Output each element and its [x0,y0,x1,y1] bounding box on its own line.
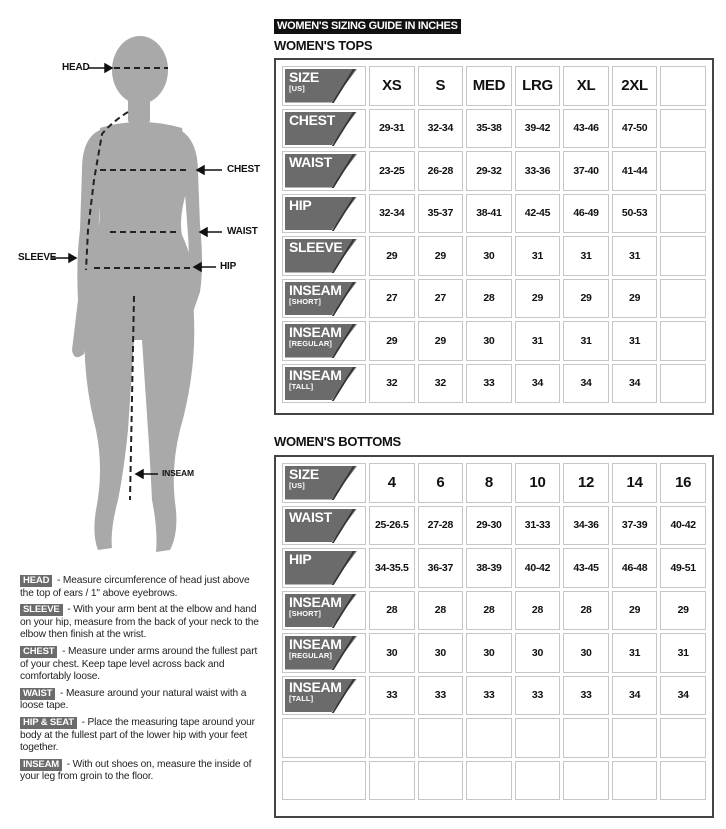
table-cell: 34 [612,676,658,716]
table-cell: 29-32 [466,151,512,191]
table-cell: 40-42 [515,548,561,588]
table-cell: 38-39 [466,548,512,588]
empty-cell [612,761,658,801]
table-cell: 33 [466,364,512,404]
table-cell: 30 [563,633,609,673]
table-cell: 37-39 [612,506,658,546]
table-cell: 33 [369,676,415,716]
tops-3-row-header [282,236,366,276]
table-cell: 32 [369,364,415,404]
table-cell: 34-36 [563,506,609,546]
table-cell: 46-49 [563,194,609,234]
table-cell: 30 [466,321,512,361]
empty-cell [369,761,415,801]
table-cell: 36-37 [418,548,464,588]
table-cell: 37-40 [563,151,609,191]
empty-cell [660,321,706,361]
empty-cell [660,761,706,801]
figure-label-hip: HIP [220,261,237,272]
table-cell: 29 [418,236,464,276]
header-text [289,70,319,93]
table-cell: 32-34 [418,109,464,149]
empty-cell [515,761,561,801]
header-text [289,552,311,566]
table-cell: 29 [612,591,658,631]
table-cell: 34 [515,364,561,404]
empty-cell [466,718,512,758]
table-cell: 29-30 [466,506,512,546]
table-cell: 34 [612,364,658,404]
empty-cell [515,718,561,758]
table-cell: 29 [418,321,464,361]
table-cell: 41-44 [612,151,658,191]
empty-cell [369,718,415,758]
table-cell: 30 [369,633,415,673]
legend-tag: WAIST [20,688,55,700]
table-cell: 46-48 [612,548,658,588]
bottoms-size-4: 12 [563,463,609,503]
tops-size-2: MED [466,66,512,106]
table-cell: 29 [369,321,415,361]
legend-tag: INSEAM [20,759,62,771]
table-cell: 32-34 [369,194,415,234]
table-cell: 27-28 [418,506,464,546]
table-cell: 34 [660,676,706,716]
bottoms-size-3: 10 [515,463,561,503]
figure-label-head: HEAD [62,62,90,73]
bottoms-title: WOMEN'S BOTTOMS [274,434,401,449]
header-text [289,637,342,660]
table-cell: 28 [369,591,415,631]
empty-cell [660,718,706,758]
bottoms-size-2: 8 [466,463,512,503]
legend-item [20,717,260,755]
empty-cell [418,718,464,758]
tops-size-chart [274,58,714,415]
tops-1-row-header [282,151,366,191]
header-text [289,240,342,254]
legend-tag: HEAD [20,575,52,587]
bottoms-size-0: 4 [369,463,415,503]
row-label: INSEAM [289,593,342,610]
table-cell: 47-50 [612,109,658,149]
row-label: HIP [289,551,312,567]
header-text [289,368,342,391]
bottoms-size-6: 16 [660,463,706,503]
table-cell: 31 [563,236,609,276]
table-cell: 33 [418,676,464,716]
table-cell: 29 [612,279,658,319]
table-cell: 38-41 [466,194,512,234]
table-cell: 33 [563,676,609,716]
row-label: SIZE [289,466,319,482]
bottoms-size-chart [274,455,714,818]
table-cell: 35-37 [418,194,464,234]
empty-cell [466,761,512,801]
legend-text: - Place the measuring tape around your body at the fullest part of the lower hip with your feet together. [20,716,255,754]
empty-cell [612,718,658,758]
header-text [289,283,342,306]
bottoms-grid [282,463,706,800]
table-cell: 31 [612,633,658,673]
empty-cell [660,236,706,276]
header-text [289,113,335,127]
empty-cell [660,279,706,319]
bottoms-2-row-header [282,591,366,631]
table-cell: 28 [418,591,464,631]
figure-label-inseam: INSEAM [162,468,194,478]
legend-text: - Measure around your natural waist with a loose tape. [20,687,247,712]
table-cell: 30 [515,633,561,673]
table-cell: 26-28 [418,151,464,191]
row-label: SIZE [289,69,319,85]
legend-item [20,575,260,600]
table-cell: 39-42 [515,109,561,149]
table-cell: 23-25 [369,151,415,191]
row-label: INSEAM [289,281,342,298]
table-cell: 28 [466,279,512,319]
row-sublabel: [US] [289,481,305,490]
table-cell: 34-35.5 [369,548,415,588]
row-sublabel: [REGULAR] [289,651,332,660]
table-cell: 29 [515,279,561,319]
tops-size-0: XS [369,66,415,106]
empty-cell [660,364,706,404]
tops-5-row-header [282,321,366,361]
table-cell: 29 [563,279,609,319]
legend-text: - With out shoes on, measure the inside of your leg from groin to the floor. [20,758,252,783]
figure-label-waist: WAIST [227,226,258,237]
table-cell: 32 [418,364,464,404]
tops-6-row-header [282,364,366,404]
table-cell: 31 [660,633,706,673]
empty-cell [660,66,706,106]
empty-cell [660,194,706,234]
header-text [289,198,311,212]
silhouette-illustration [0,30,270,560]
row-sublabel: [TALL] [289,693,314,703]
row-label: INSEAM [289,324,342,340]
header-text [289,325,342,348]
bottoms-3-row-header [282,633,366,673]
row-label: WAIST [289,508,332,525]
empty-cell [660,109,706,149]
tops-size-1: S [418,66,464,106]
legend-text: - Measure circumference of head just above the top of ears / 1" above eyebrows. [20,575,250,599]
table-cell: 29 [369,236,415,276]
row-label: INSEAM [289,366,342,383]
legend-item [20,604,260,642]
empty-cell [418,761,464,801]
tops-2-row-header [282,194,366,234]
bottoms-4-row-header [282,676,366,716]
header-text [289,595,342,618]
bottoms-0-row-header [282,506,366,546]
tops-grid [282,66,706,403]
legend-tag: SLEEVE [20,604,63,616]
legend-tag: CHEST [20,646,57,658]
row-sublabel: [SHORT] [289,608,321,618]
empty-row-header [282,718,366,758]
table-cell: 28 [515,591,561,631]
table-cell: 25-26.5 [369,506,415,546]
tops-size-row-header [282,66,366,106]
table-cell: 33 [466,676,512,716]
empty-cell [563,718,609,758]
row-label: CHEST [289,111,335,128]
table-cell: 28 [466,591,512,631]
row-sublabel: [REGULAR] [289,339,332,348]
row-label: INSEAM [289,636,342,652]
table-cell: 31 [515,236,561,276]
table-cell: 31 [563,321,609,361]
empty-cell [660,151,706,191]
bottoms-size-1: 6 [418,463,464,503]
tops-0-row-header [282,109,366,149]
figure-label-chest: CHEST [227,164,260,175]
bottoms-size-5: 14 [612,463,658,503]
tops-size-5: 2XL [612,66,658,106]
table-cell: 49-51 [660,548,706,588]
table-cell: 27 [369,279,415,319]
bottoms-size-row-header [282,463,366,503]
bottoms-1-row-header [282,548,366,588]
row-sublabel: [TALL] [289,381,314,391]
table-cell: 34 [563,364,609,404]
table-cell: 43-45 [563,548,609,588]
table-cell: 30 [418,633,464,673]
table-cell: 31-33 [515,506,561,546]
legend-item [20,646,260,684]
table-cell: 31 [515,321,561,361]
table-cell: 42-45 [515,194,561,234]
legend-text: - Measure under arms around the fullest part of your chest. Keep tape level across back and comfortably loose. [20,645,258,683]
table-cell: 35-38 [466,109,512,149]
tops-4-row-header [282,279,366,319]
figure-label-sleeve: SLEEVE [18,252,57,263]
header-text [289,155,332,169]
row-sublabel: [SHORT] [289,296,321,306]
table-cell: 43-46 [563,109,609,149]
table-cell: 50-53 [612,194,658,234]
body-figure [0,30,270,560]
header-text [289,680,342,703]
header-text [289,467,319,490]
measurement-instructions [20,575,260,788]
row-label: INSEAM [289,678,342,695]
row-label: WAIST [289,154,332,170]
table-cell: 29-31 [369,109,415,149]
tops-size-3: LRG [515,66,561,106]
legend-item [20,759,260,784]
legend-item [20,688,260,713]
table-cell: 30 [466,236,512,276]
table-cell: 31 [612,236,658,276]
empty-cell [563,761,609,801]
table-cell: 29 [660,591,706,631]
legend-text: - With your arm bent at the elbow and hand on your hip, measure from the back of your neck to the elbow then finish at the wrist. [20,604,259,641]
legend-tag: HIP & SEAT [20,717,77,729]
row-label: HIP [289,196,312,213]
table-cell: 27 [418,279,464,319]
header-text [289,510,332,524]
table-cell: 31 [612,321,658,361]
table-cell: 33-36 [515,151,561,191]
table-cell: 40-42 [660,506,706,546]
table-cell: 30 [466,633,512,673]
guide-title: WOMEN'S SIZING GUIDE IN INCHES [274,19,461,34]
tops-size-4: XL [563,66,609,106]
tops-title: WOMEN'S TOPS [274,38,373,53]
empty-row-header [282,761,366,801]
table-cell: 33 [515,676,561,716]
row-sublabel: [US] [289,84,305,93]
table-cell: 28 [563,591,609,631]
row-label: SLEEVE [289,239,343,255]
